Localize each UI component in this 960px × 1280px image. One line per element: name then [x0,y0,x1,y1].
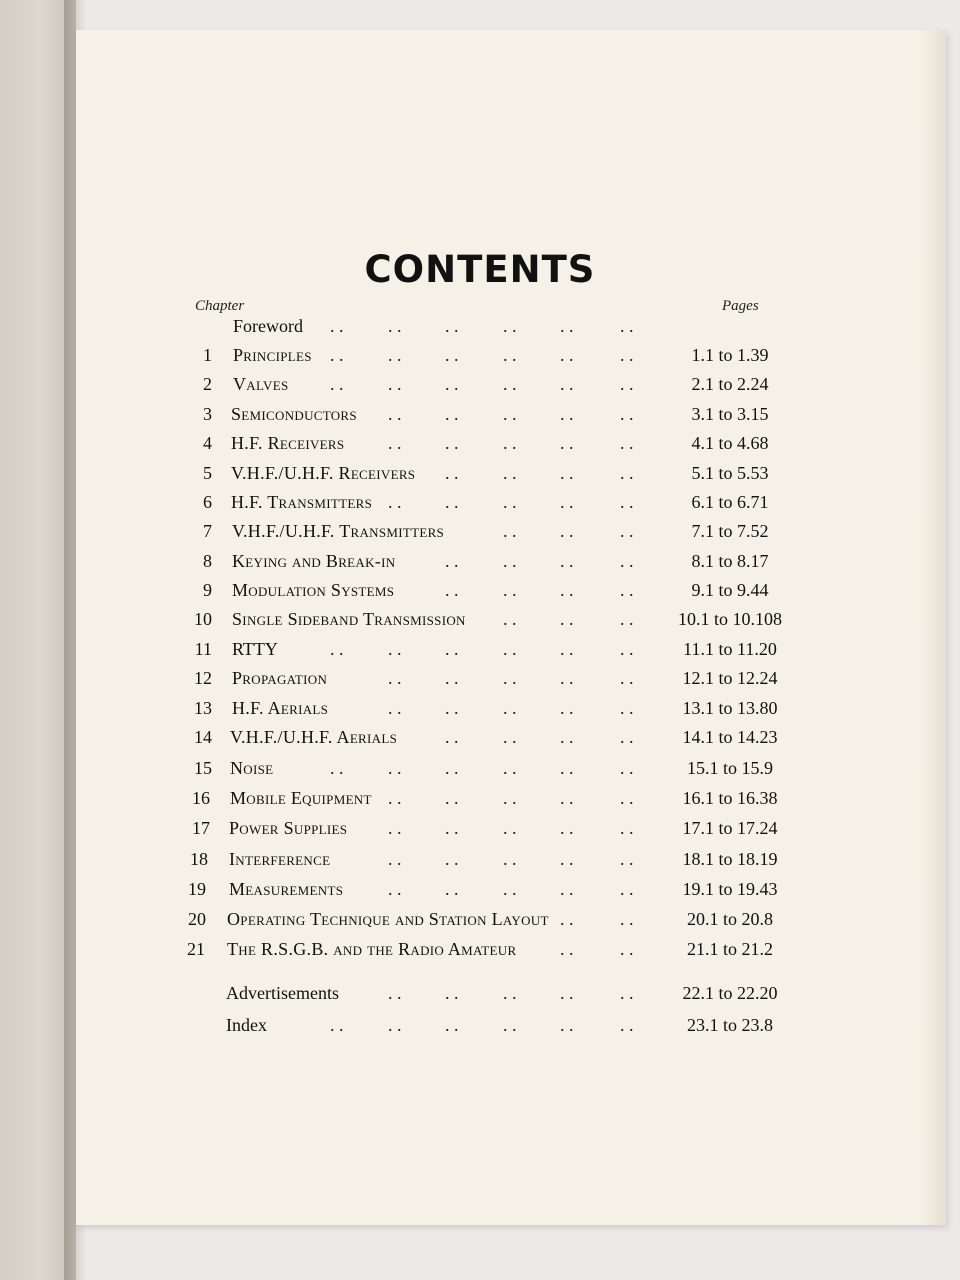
chapter-title: H.F. Receivers [231,433,345,453]
chapter-title: V.H.F./U.H.F. Transmitters [232,521,445,541]
contents-entry: 9 Modulation Systems . . . . . . . . 9.1 to 9.44 [0,577,960,603]
chapter-number: 7 [203,521,212,541]
chapter-title: Foreword [233,316,303,336]
contents-entry: 11 RTTY . . . . . . . . . . . . 11.1 to 11.20 [0,636,960,662]
contents-entry: 7 V.H.F./U.H.F. Transmitters . . . . . . 7.1 to 7.52 [0,518,960,544]
chapter-number: 11 [194,639,212,659]
chapter-number: 12 [194,668,212,688]
chapter-title: Index [226,1015,267,1035]
contents-entry: 13 H.F. Aerials . . . . . . . . . . 13.1 to 13.80 [0,695,960,721]
page-range: 23.1 to 23.8 [686,1015,773,1035]
chapter-title: Operating Technique and Station Layout [227,909,549,929]
contents-entry: 6 H.F. Transmitters . . . . . . . . . . 6.1 to 6.71 [0,489,960,515]
page-range: 2.1 to 2.24 [691,374,769,394]
chapter-title: Propagation [232,668,328,688]
chapter-number: 20 [188,909,206,929]
contents-entry: 10 Single Sideband Transmission . . . . . . 10.1 to 10.108 [0,606,960,632]
page-range: 16.1 to 16.38 [682,788,778,808]
chapter-number: 1 [203,345,212,365]
chapter-title: Modulation Systems [232,580,395,600]
chapter-title: V.H.F./U.H.F. Receivers [231,463,416,483]
chapter-title: Principles [233,345,312,365]
contents-entry: 8 Keying and Break-in . . . . . . . . 8.1 to 8.17 [0,548,960,574]
contents-entry: Index . . . . . . . . . . . . 23.1 to 23.8 [0,1012,960,1038]
chapter-title: H.F. Aerials [232,698,329,718]
page-range: 8.1 to 8.17 [691,551,769,571]
pages-column-header: Pages [722,298,759,314]
page-range: 18.1 to 18.19 [682,849,778,869]
chapter-number: 19 [188,879,206,899]
contents-entry: 20 Operating Technique and Station Layout . . . . 20.1 to 20.8 [0,906,960,932]
page-title: CONTENTS [364,248,596,291]
page-range: 9.1 to 9.44 [691,580,769,600]
chapter-number: 18 [190,849,208,869]
chapter-title: Interference [229,849,331,869]
page-range: 19.1 to 19.43 [682,879,778,899]
chapter-number: 3 [203,404,212,424]
contents-entry: 16 Mobile Equipment . . . . . . . . . . 16.1 to 16.38 [0,785,960,811]
chapter-number: 16 [192,788,210,808]
chapter-title: V.H.F./U.H.F. Aerials [230,727,398,747]
page-range: 12.1 to 12.24 [682,668,778,688]
page-range: 5.1 to 5.53 [691,463,769,483]
contents-entry: 1 Principles . . . . . . . . . . . . 1.1 to 1.39 [0,342,960,368]
page-range: 11.1 to 11.20 [683,639,777,659]
chapter-title: Semiconductors [231,404,357,424]
page-range: 14.1 to 14.23 [682,727,778,747]
chapter-title: H.F. Transmitters [231,492,373,512]
chapter-title: Advertisements [226,983,339,1003]
chapter-title: RTTY [232,639,278,659]
page-range: 6.1 to 6.71 [691,492,769,512]
contents-entry: 19 Measurements . . . . . . . . . . 19.1 to 19.43 [0,876,960,902]
contents-entry: 2 Valves . . . . . . . . . . . . 2.1 to 2.24 [0,371,960,397]
contents-entry: 5 V.H.F./U.H.F. Receivers . . . . . . . . 5.1 to 5.53 [0,460,960,486]
chapter-title: Noise [230,758,274,778]
chapter-title: Power Supplies [229,818,348,838]
contents-entry: 21 The R.S.G.B. and the Radio Amateur . . . . 21.1 to 21.2 [0,936,960,962]
contents-entry: 4 H.F. Receivers . . . . . . . . . . 4.1 to 4.68 [0,430,960,456]
page-range: 4.1 to 4.68 [691,433,769,453]
chapter-number: 6 [203,492,212,512]
page-range: 7.1 to 7.52 [691,521,769,541]
chapter-number: 10 [194,609,212,629]
page-range: 3.1 to 3.15 [691,404,769,424]
page-range: 13.1 to 13.80 [682,698,778,718]
chapter-number: 9 [203,580,212,600]
chapter-title: Valves [233,374,289,394]
page-range: 21.1 to 21.2 [686,939,773,959]
chapter-column-header: Chapter [195,298,245,314]
chapter-number: 8 [203,551,212,571]
contents-entry: 3 Semiconductors . . . . . . . . . . 3.1 to 3.15 [0,401,960,427]
chapter-number: 13 [194,698,212,718]
contents-entry: 15 Noise . . . . . . . . . . . . 15.1 to 15.9 [0,755,960,781]
contents-entry: 17 Power Supplies . . . . . . . . . . 17.1 to 17.24 [0,815,960,841]
page-range: 20.1 to 20.8 [686,909,773,929]
page-range: 10.1 to 10.108 [677,609,782,629]
page-range: 22.1 to 22.20 [682,983,778,1003]
chapter-title: Measurements [229,879,344,899]
contents-entry: 12 Propagation . . . . . . . . . . 12.1 to 12.24 [0,665,960,691]
chapter-title: The R.S.G.B. and the Radio Amateur [227,939,517,959]
page-range: 17.1 to 17.24 [682,818,778,838]
contents-entry: Foreword . . . . . . . . . . . . [0,313,960,339]
page-range: 1.1 to 1.39 [691,345,769,365]
page-range: 15.1 to 15.9 [686,758,773,778]
chapter-number: 4 [203,433,212,453]
contents-entry: 18 Interference . . . . . . . . . . 18.1 to 18.19 [0,846,960,872]
chapter-number: 5 [203,463,212,483]
contents-entry: 14 V.H.F./U.H.F. Aerials . . . . . . . . 14.1 to 14.23 [0,724,960,750]
chapter-title: Mobile Equipment [230,788,372,808]
chapter-number: 17 [192,818,210,838]
contents-entry: Advertisements . . . . . . . . . . 22.1 to 22.20 [0,980,960,1006]
chapter-number: 21 [187,939,205,959]
chapter-number: 14 [194,727,212,747]
chapter-number: 2 [203,374,212,394]
chapter-number: 15 [194,758,212,778]
chapter-title: Keying and Break-in [232,551,396,571]
chapter-title: Single Sideband Transmission [232,609,466,629]
